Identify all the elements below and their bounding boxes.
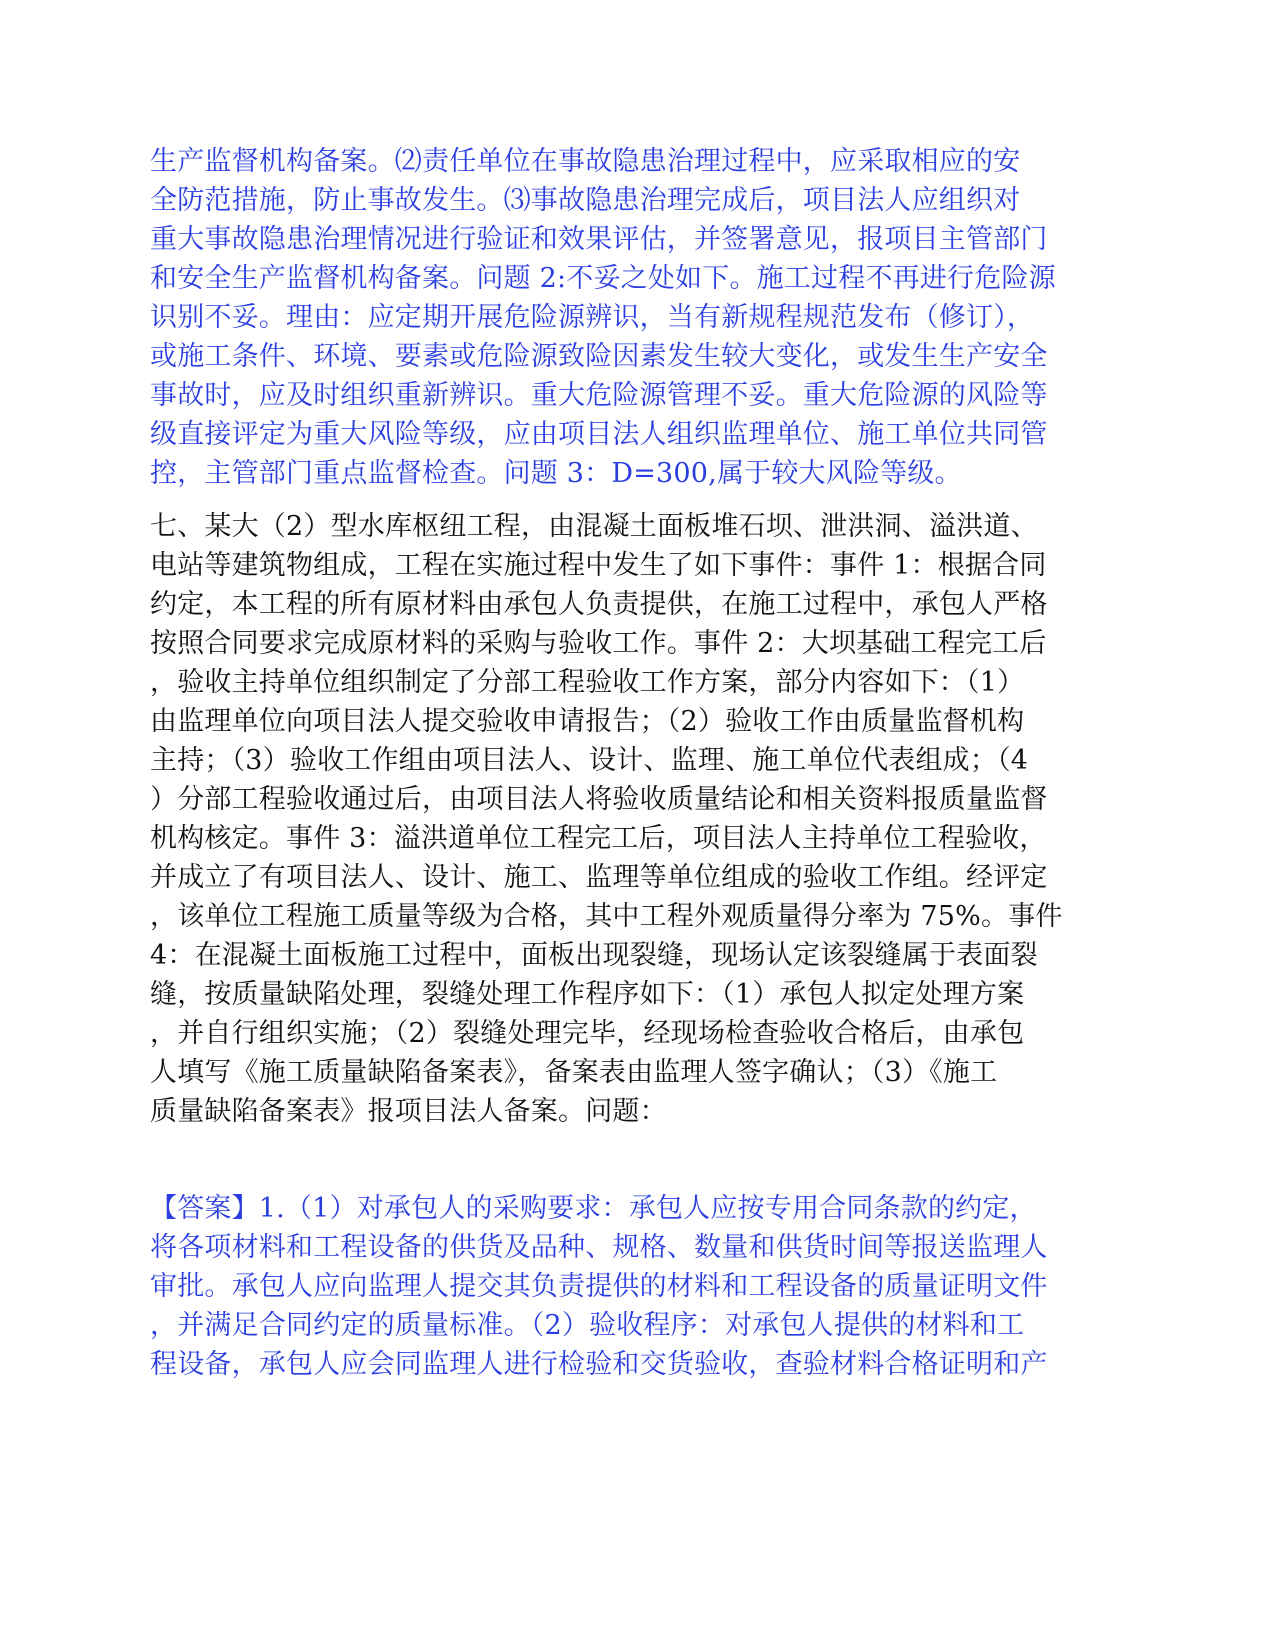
answer-line: 和安全生产监督机构备案。问题 2:不妥之处如下。施工过程不再进行危险源 — [150, 263, 1056, 294]
question-line: ，该单位工程施工质量等级为合格，其中工程外观质量得分率为 75%。事件 — [150, 901, 1063, 932]
answer-line: 审批。承包人应向监理人提交其负责提供的材料和工程设备的质量证明文件 — [150, 1271, 1048, 1302]
question-line: 4：在混凝土面板施工过程中，面板出现裂缝，现场认定该裂缝属于表面裂 — [150, 940, 1038, 971]
answer-line: 生产监督机构备案。⑵责任单位在事故隐患治理过程中，应采取相应的安 — [150, 146, 1021, 177]
question-line: 按照合同要求完成原材料的采购与验收工作。事件 2：大坝基础工程完工后 — [150, 628, 1047, 659]
answer-line: ，并满足合同约定的质量标准。（2）验收程序：对承包人提供的材料和工 — [150, 1310, 1025, 1341]
question-line: 人填写《施工质量缺陷备案表》，备案表由监理人签字确认；（3）《施工 — [150, 1057, 998, 1088]
answer-line: 程设备，承包人应会同监理人进行检验和交货验收，查验材料合格证明和产 — [150, 1349, 1048, 1380]
answer-line: 或施工条件、环境、要素或危险源致险因素发生较大变化，或发生生产安全 — [150, 341, 1048, 372]
answer-line: 重大事故隐患治理情况进行验证和效果评估，并签署意见，报项目主管部门 — [150, 224, 1048, 255]
answer-line: 识别不妥。理由：应定期开展危险源辨识，当有新规程规范发布（修订）， — [150, 302, 1035, 333]
answer-line: 【答案】1.（1）对承包人的采购要求：承包人应按专用合同条款的约定， — [150, 1193, 1037, 1224]
answer-line: 级直接评定为重大风险等级，应由项目法人组织监理单位、施工单位共同管 — [150, 419, 1048, 450]
answer-line: 事故时，应及时组织重新辨识。重大危险源管理不妥。重大危险源的风险等 — [150, 380, 1048, 411]
question-line: 主持；（3）验收工作组由项目法人、设计、监理、施工单位代表组成；（4 — [150, 745, 1029, 776]
question-line: ，并自行组织实施；（2）裂缝处理完毕，经现场检查验收合格后，由承包 — [150, 1018, 1025, 1049]
question-line: 约定，本工程的所有原材料由承包人负责提供，在施工过程中，承包人严格 — [150, 589, 1048, 620]
answer-line: 全防范措施，防止事故发生。⑶事故隐患治理完成后，项目法人应组织对 — [150, 185, 1021, 216]
question-line: 由监理单位向项目法人提交验收申请报告；（2）验收工作由质量监督机构 — [150, 706, 1025, 737]
question-line: ）分部工程验收通过后，由项目法人将验收质量结论和相关资料报质量监督 — [150, 784, 1048, 815]
answer-line: 控，主管部门重点监督检查。问题 3：D=300,属于较大风险等级。 — [150, 458, 962, 489]
question-line: 机构核定。事件 3：溢洪道单位工程完工后，项目法人主持单位工程验收， — [150, 823, 1047, 854]
question-line: 缝，按质量缺陷处理，裂缝处理工作程序如下：（1）承包人拟定处理方案 — [150, 979, 1025, 1010]
question-line: 电站等建筑物组成，工程在实施过程中发生了如下事件：事件 1：根据合同 — [150, 550, 1047, 581]
question-line: ，验收主持单位组织制定了分部工程验收工作方案，部分内容如下：（1） — [150, 667, 1025, 698]
question-line: 质量缺陷备案表》报项目法人备案。问题： — [150, 1096, 667, 1127]
answer-line: 将各项材料和工程设备的供货及品种、规格、数量和供货时间等报送监理人 — [150, 1232, 1048, 1263]
question-line: 并成立了有项目法人、设计、施工、监理等单位组成的验收工作组。经评定 — [150, 862, 1048, 893]
question-line: 七、某大（2）型水库枢纽工程，由混凝土面板堆石坝、泄洪洞、溢洪道、 — [150, 511, 1038, 542]
